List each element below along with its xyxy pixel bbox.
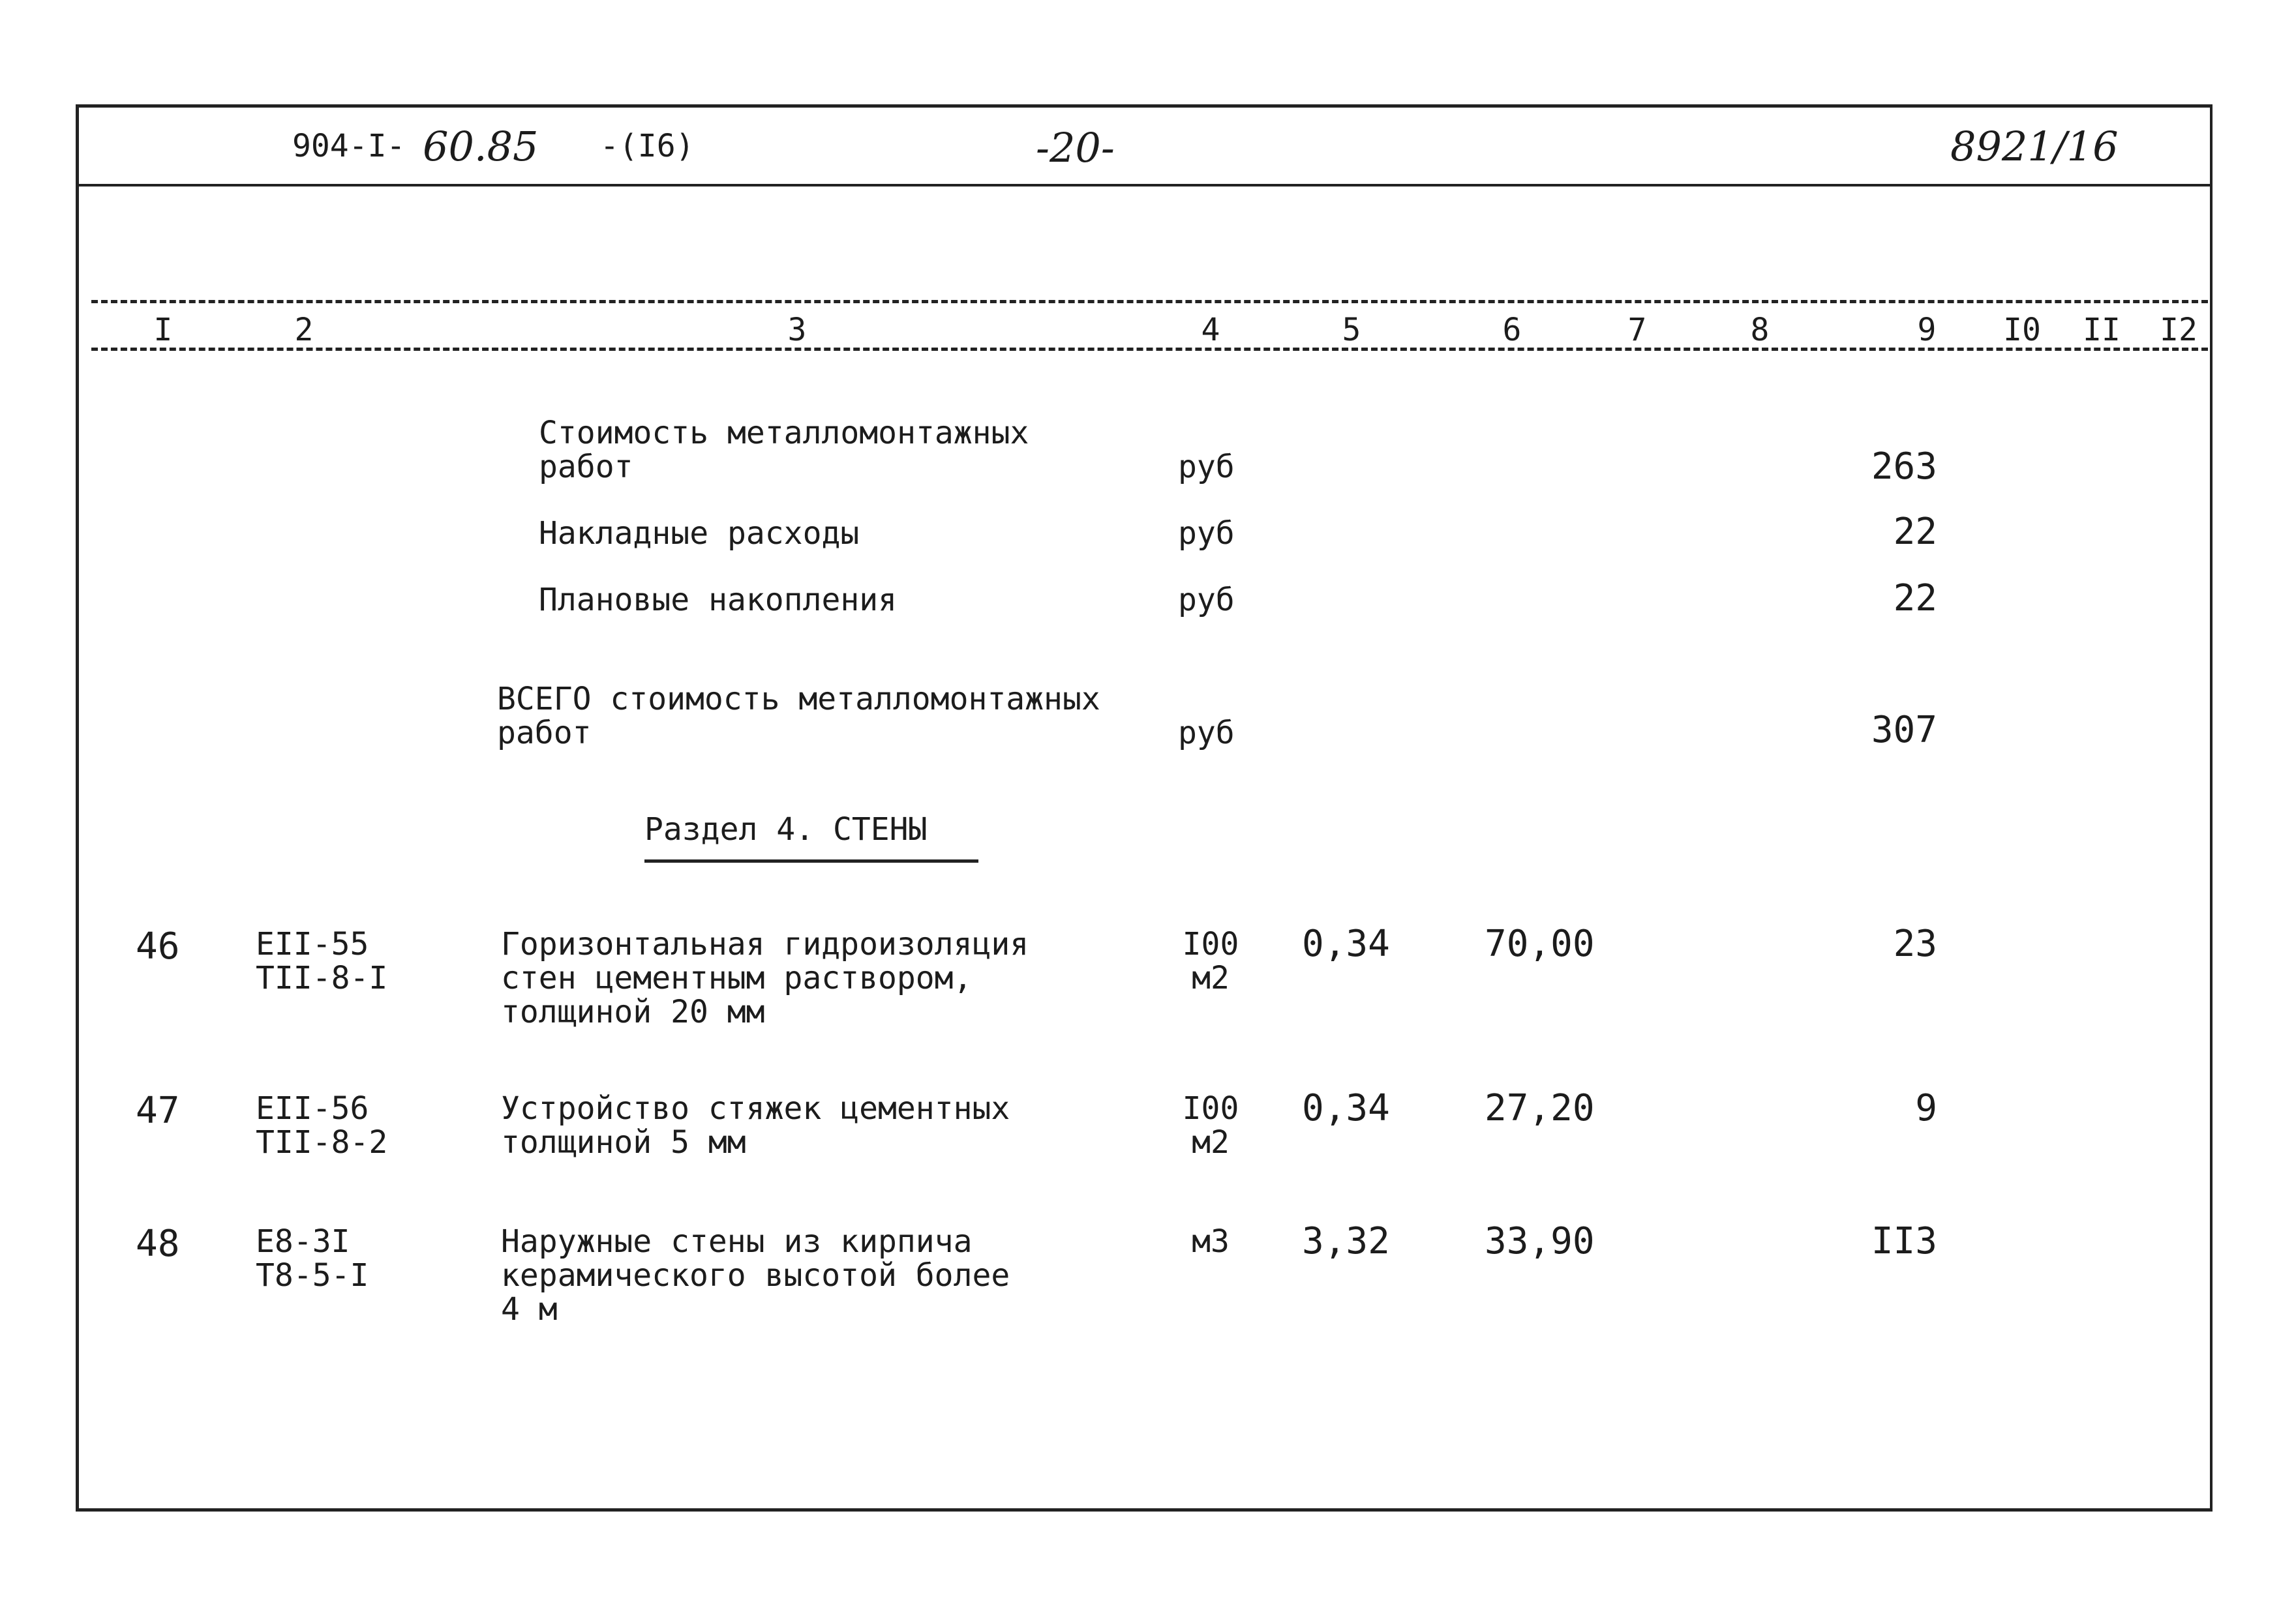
row-unit: м3 [1192,1223,1230,1260]
column-number: I [153,312,173,348]
row-description: керамического высотой более [501,1257,1010,1294]
row-total: 9 [1915,1087,1937,1129]
row-description: Горизонтальная гидроизоляция [501,926,1029,962]
column-number: 7 [1627,312,1647,348]
sheet-reference: 8921/16 [1950,123,2119,170]
summary-name: Накладные расходы [539,515,860,552]
column-header-top-dash [91,300,2208,303]
summary-total: 22 [1893,511,1937,553]
row-quantity: 3,32 [1302,1220,1390,1262]
column-number: 9 [1917,312,1937,348]
column-number: 8 [1750,312,1770,348]
row-number: 47 [136,1090,180,1132]
column-number: I2 [2160,312,2198,348]
row-unit: I00 [1182,926,1239,962]
page-frame [76,104,2213,1512]
column-number: 3 [787,312,807,348]
column-header-bottom-dash [91,348,2208,351]
row-code: TII-8-2 [256,1124,388,1161]
row-description: толщиной 5 мм [501,1124,746,1161]
row-description: Наружные стены из кирпича [501,1223,973,1260]
section-title: Раздел 4. СТЕНЫ [644,811,928,848]
page-number: -20- [1036,124,1115,171]
doc-code-suffix: -(I6) [600,128,695,164]
row-description: 4 м [501,1291,558,1328]
column-number: 5 [1342,312,1361,348]
row-total: II3 [1871,1220,1937,1262]
row-number: 46 [136,925,180,968]
row-price: 33,90 [1485,1220,1595,1262]
summary-name: Плановые накопления [539,582,898,618]
row-code: EII-56 [256,1090,369,1127]
summary-name: работ [497,715,592,751]
row-unit: м2 [1192,960,1230,996]
summary-unit: руб [1178,582,1235,618]
column-number: 4 [1201,312,1220,348]
column-number: 2 [294,312,314,348]
row-code: TII-8-I [256,960,388,996]
column-number: 6 [1502,312,1522,348]
row-quantity: 0,34 [1302,1087,1390,1129]
column-number: I0 [2003,312,2041,348]
row-number: 48 [136,1223,180,1265]
row-code: EII-55 [256,926,369,962]
header-rule [76,184,2213,186]
doc-code-handwritten: 60.85 [423,123,539,170]
summary-name: ВСЕГО стоимость металломонтажных [497,681,1100,717]
row-quantity: 0,34 [1302,923,1390,965]
summary-total: 22 [1893,577,1937,619]
row-price: 70,00 [1485,923,1595,965]
row-description: стен цементным раствором, [501,960,973,996]
row-description: Устройство стяжек цементных [501,1090,1010,1127]
column-number: II [2083,312,2121,348]
row-code: E8-3I [256,1223,350,1260]
summary-name: Стоимость металломонтажных [539,415,1029,451]
summary-total: 263 [1871,445,1937,488]
summary-total: 307 [1871,709,1937,751]
doc-code-prefix: 904-I- [292,128,406,164]
row-description: толщиной 20 мм [501,994,765,1030]
row-unit: I00 [1182,1090,1239,1127]
section-title-underline [644,859,978,863]
row-price: 27,20 [1485,1087,1595,1129]
row-total: 23 [1893,923,1937,965]
summary-unit: руб [1178,515,1235,552]
summary-unit: руб [1178,715,1235,751]
summary-name: работ [539,449,633,485]
row-code: T8-5-I [256,1257,369,1294]
row-unit: м2 [1192,1124,1230,1161]
summary-unit: руб [1178,449,1235,485]
